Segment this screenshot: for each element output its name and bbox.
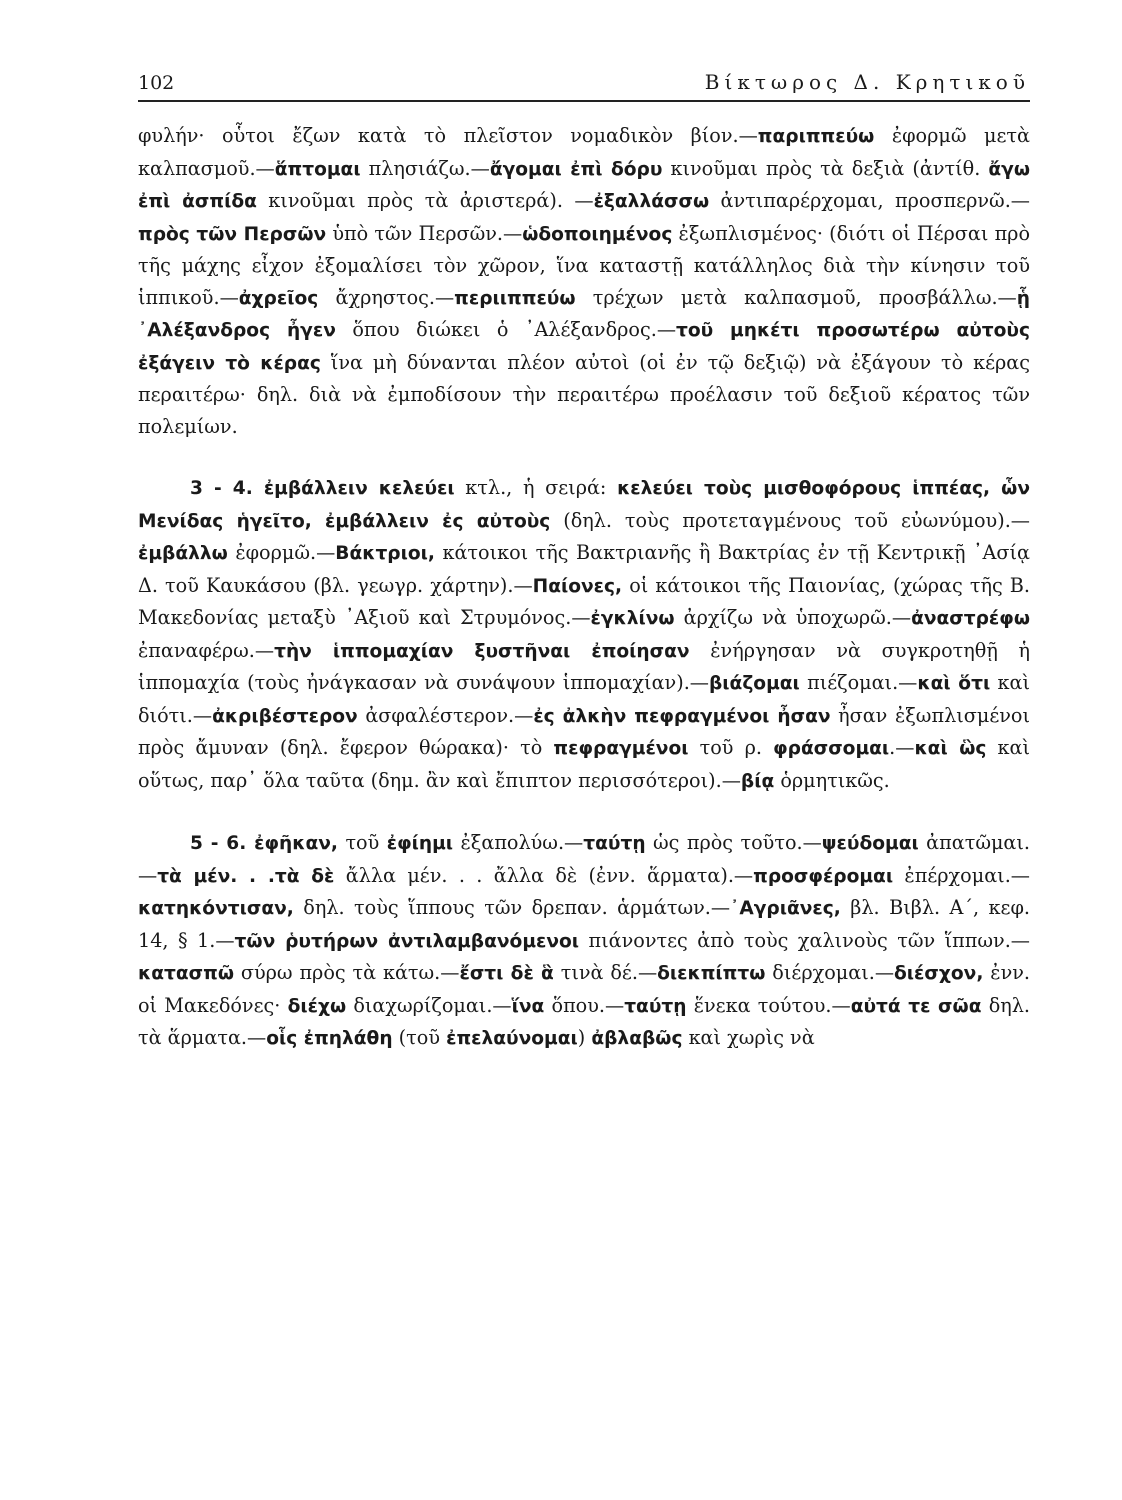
- gloss-text: οἱ κάτοικοι τῆς Παιονίας, (χώρας τῆς Β. Μακεδονίας μεταξὺ ᾽Αξιοῦ καὶ Στρυμόνος.—: [138, 573, 1031, 629]
- gloss-text: βλ. Βιβλ. Α΄, κεφ. 14, § 1.—: [138, 896, 1030, 952]
- gloss-text: κινοῦμαι πρὸς τὰ ἀριστερά). —: [256, 189, 594, 212]
- gloss-text: τινὰ δέ.—: [553, 961, 658, 984]
- lemma-term: ταύτῃ: [624, 995, 687, 1017]
- lemma-term: Παίονες,: [532, 575, 623, 597]
- gloss-text: .—: [889, 736, 915, 759]
- commentary-body: [138, 120, 1030, 1055]
- gloss-text: φυλήν· οὗτοι ἔζων κατὰ τὸ πλεῖστον νομαδικὸν βίον.—: [138, 124, 758, 147]
- lemma-term: παριππεύω: [757, 126, 875, 147]
- lemma-term: διεκπίπτω: [657, 963, 766, 984]
- gloss-text: ἐξαπολύω.—: [453, 831, 584, 854]
- gloss-text: ἐξωπλισμένος· (διότι οἱ Πέρσαι πρὸ τῆς μάχης εἶχον ἐξομαλίσει τὸν χῶρον, ἵνα καταστῇ κατάλληλος διὰ τὴν κίνησιν τοῦ ἱππικοῦ.—: [138, 221, 1031, 309]
- lemma-term: ᾽Αγριᾶνες,: [730, 898, 841, 919]
- lemma-term: Βάκτριοι,: [335, 543, 435, 564]
- lemma-term: προσφέρομαι: [753, 865, 894, 887]
- gloss-text: ἐπαναφέρω.—: [138, 638, 275, 662]
- running-title: Βίκτωρος Δ. Κρητικοῦ: [704, 70, 1030, 94]
- lemma-term: τὰ μέν. . .τὰ δὲ: [157, 865, 335, 887]
- gloss-text: ὅπου διώκει ὁ ᾽Αλέξανδρος.—: [335, 318, 677, 341]
- lemma-term: βίᾳ: [740, 770, 775, 792]
- lemma-term: καὶ ὅτι: [917, 673, 991, 694]
- lemma-term: ἐφίημι: [386, 833, 454, 854]
- gloss-text: κτλ., ἡ σειρά:: [454, 476, 618, 499]
- gloss-text: ): [577, 1026, 592, 1049]
- gloss-text: ἀπατῶμαι.—: [138, 831, 1031, 887]
- gloss-text: ἐνήργησαν νὰ συγκροτηθῇ ἡ ἱππομαχία (τοὺς ἠνάγκασαν νὰ συνάψουν ἱππομαχίαν).—: [138, 638, 1030, 694]
- lemma-term: διέσχον,: [894, 963, 984, 984]
- lemma-term: οἷς ἐπηλάθη: [266, 1028, 393, 1049]
- gloss-text: ἀρχίζω νὰ ὑποχωρῶ.—: [674, 606, 912, 629]
- lemma-term: περιιππεύω: [454, 287, 576, 309]
- gloss-text: ἀντιπαρέρχομαι, προσπερνῶ.—: [709, 189, 1030, 212]
- gloss-text: διαχωρίζομαι.—: [346, 993, 512, 1017]
- paragraph-1: [138, 120, 1030, 442]
- lemma-term: φράσσομαι: [773, 738, 890, 759]
- lemma-term: βιάζομαι: [708, 673, 800, 694]
- lemma-term: ὡδοποιημένος: [522, 223, 673, 245]
- gloss-text: ἐφορμῶ.—: [227, 541, 336, 564]
- gloss-text: ἕνεκα τούτου.—: [686, 993, 851, 1017]
- lemma-term: κελεύει τοὺς μισθοφόρους ἱππέας, ὧν Μενίδας ἡγεῖτο, ἐμβάλλειν ἐς αὐτοὺς: [138, 478, 1030, 532]
- gloss-text: καὶ χωρὶς νὰ: [682, 1026, 815, 1049]
- lemma-term: πεφραγμένοι: [553, 738, 689, 759]
- gloss-text: πιάνοντες ἀπὸ τοὺς χαλινοὺς τῶν ἵππων.—: [579, 928, 1030, 952]
- lemma-term: ᾗ ᾽Αλέξανδρος ἦγεν: [138, 287, 1030, 341]
- lemma-term: διέχω: [287, 995, 347, 1017]
- gloss-text: ἄλλα μέν. . . ἄλλα δὲ (ἐνν. ἅρματα).—: [334, 863, 754, 887]
- gloss-text: καὶ οὕτως, παρ᾽ ὅλα ταῦτα (δημ. ἂν καὶ ἔπιπτον περισσότεροι).—: [138, 736, 1030, 792]
- gloss-text: ἄχρηστος.—: [318, 285, 455, 309]
- lemma-term: ἐμβάλλω: [138, 543, 228, 564]
- lemma-term: ἐς ἀλκὴν πεφραγμένοι ἦσαν: [533, 705, 831, 727]
- gloss-text: κάτοικοι τῆς Βακτριανῆς ἢ Βακτρίας ἐν τῇ Κεντρικῇ ᾽Ασίᾳ Δ. τοῦ Καυκάσου (βλ. γεωγρ. χάρτην).—: [138, 541, 1030, 597]
- lemma-term: ἀναστρέφω: [911, 608, 1030, 629]
- gloss-text: ἵνα μὴ δύνανται πλέον αὐτοὶ (οἱ ἐν τῷ δεξιῷ) νὰ ἐξάγουν τὸ κέρας περαιτέρω· δηλ. διὰ νὰ ἐμποδίσουν τὴν περαιτέρω προέλασιν τοῦ δεξιοῦ κέρατος τῶν πολεμίων.: [138, 350, 1030, 438]
- lemma-term: ἀκριβέστερον: [212, 705, 358, 727]
- lemma-term: ἐγκλίνω: [590, 608, 675, 629]
- gloss-text: σύρω πρὸς τὰ κάτω.—: [233, 961, 460, 984]
- lemma-term: ἀβλαβῶς: [591, 1028, 683, 1049]
- lemma-term: ἐπελαύνομαι: [446, 1028, 578, 1049]
- lemma-term: κατηκόντισαν,: [138, 898, 294, 919]
- paragraph-2: [138, 472, 1030, 797]
- gloss-text: τοῦ: [337, 831, 387, 854]
- lemma-term: καὶ ὣς: [914, 738, 987, 759]
- gloss-text: πλησιάζω.—: [360, 156, 490, 180]
- gloss-text: τοῦ ρ.: [688, 736, 774, 759]
- lemma-term: ἅπτομαι: [274, 158, 361, 180]
- gloss-text: δηλ. τοὺς ἵππους τῶν δρεπαν. ἁρμάτων.—: [293, 896, 731, 919]
- lemma-term: αὐτά τε σῶα: [850, 995, 982, 1017]
- gloss-text: ἀσφαλέστερον.—: [357, 703, 534, 727]
- lemma-term: τῶν ῥυτήρων ἀντιλαμβανόμενοι: [234, 930, 580, 952]
- lemma-term: ψεύδομαι: [821, 833, 919, 854]
- lemma-term: ἄγω ἐπὶ ἀσπίδα: [138, 158, 1031, 212]
- gloss-text: καὶ διότι.—: [138, 671, 1031, 727]
- gloss-text: ἐφορμῶ μετὰ καλπασμοῦ.—: [138, 124, 1030, 180]
- gloss-text: ὡς πρὸς τοῦτο.—: [645, 831, 822, 854]
- gloss-text: δηλ. τὰ ἅρματα.—: [138, 993, 1030, 1049]
- lemma-term: πρὸς τῶν Περσῶν: [138, 223, 327, 245]
- lemma-term: ἔστι δὲ ἃ: [459, 963, 554, 984]
- lemma-term: κατασπῶ: [138, 963, 234, 984]
- gloss-text: (τοῦ: [392, 1026, 447, 1049]
- page-header: [138, 70, 1030, 102]
- lemma-term: ἀχρεῖος: [238, 287, 319, 309]
- gloss-text: ἦσαν ἐξωπλισμένοι πρὸς ἄμυναν (δηλ. ἔφερον θώρακα)· τὸ: [138, 703, 1030, 759]
- gloss-text: διέρχομαι.—: [765, 961, 895, 984]
- lemma-term: ἄγομαι ἐπὶ δόρυ: [489, 158, 663, 180]
- gloss-text: ἐπέρχομαι.—: [893, 863, 1030, 887]
- lemma-term: 5 - 6. ἐφῆκαν,: [190, 833, 338, 854]
- gloss-text: ἐνν. οἱ Μακεδόνες·: [138, 961, 1030, 1017]
- lemma-term: τοῦ μηκέτι προσωτέρω αὐτοὺς ἐξάγειν τὸ κέρας: [138, 320, 1030, 374]
- lemma-term: ἵνα: [511, 995, 545, 1017]
- gloss-text: (δηλ. τοὺς προτεταγμένους τοῦ εὐωνύμου).—: [550, 508, 1030, 532]
- gloss-text: πιέζομαι.—: [799, 671, 918, 694]
- lemma-term: 3 - 4. ἐμβάλλειν κελεύει: [190, 478, 455, 499]
- lemma-term: τὴν ἱππομαχίαν ξυστῆναι ἐποίησαν: [274, 640, 690, 662]
- lemma-term: ἐξαλλάσσω: [593, 191, 710, 212]
- paragraph-3: [138, 827, 1030, 1055]
- page-number: 102: [138, 72, 175, 94]
- gloss-text: κινοῦμαι πρὸς τὰ δεξιὰ (ἀντίθ.: [662, 156, 989, 180]
- gloss-text: ὑπὸ τῶν Περσῶν.—: [326, 221, 523, 245]
- gloss-text: τρέχων μετὰ καλπασμοῦ, προσβάλλω.—: [575, 285, 1017, 309]
- gloss-text: ὁρμητικῶς.: [774, 768, 890, 792]
- lemma-term: ταύτῃ: [583, 833, 646, 854]
- gloss-text: ὅπου.—: [544, 993, 625, 1017]
